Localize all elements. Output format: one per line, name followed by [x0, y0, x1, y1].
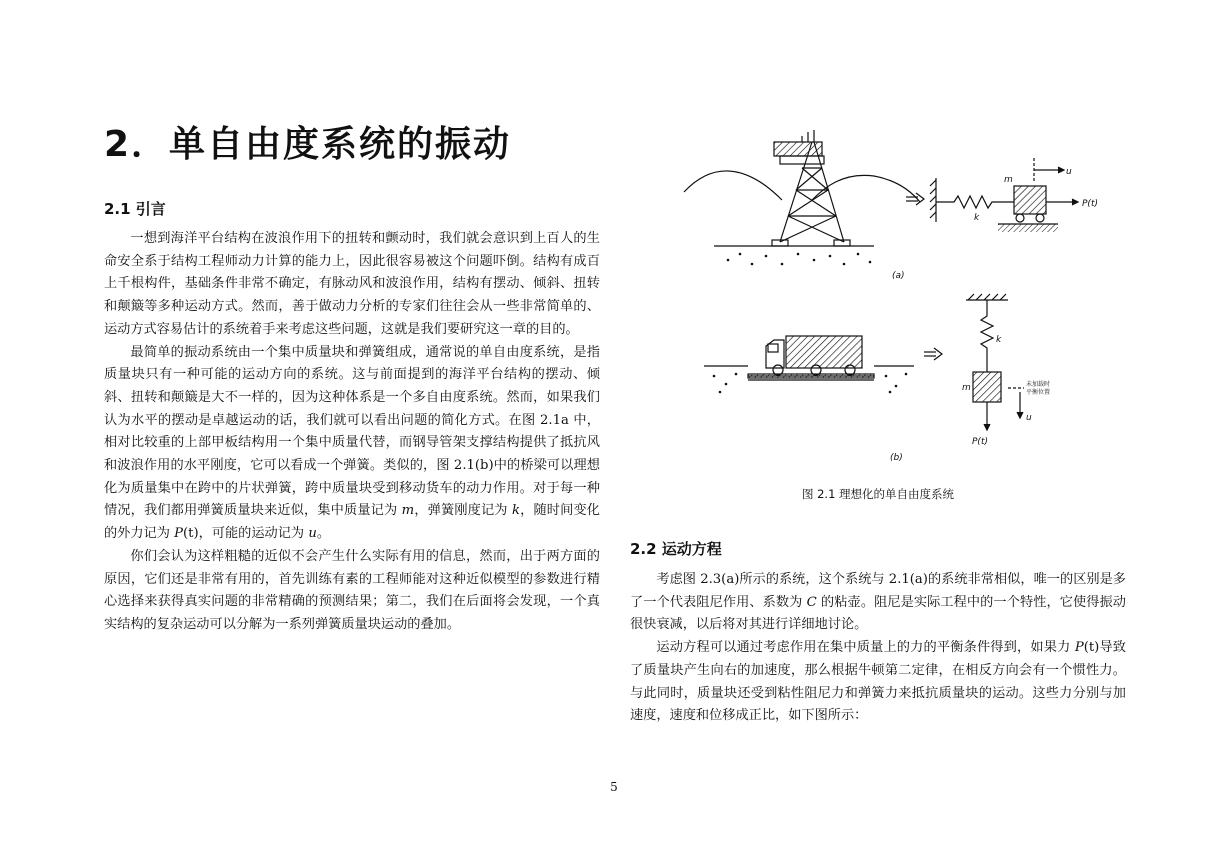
symbol-paren-t: (t): [183, 526, 199, 542]
label-displacement-b: u: [1026, 413, 1032, 423]
idealization-arrow-b: [924, 348, 942, 360]
symbol-p: P: [1074, 640, 1084, 656]
paragraph: [630, 637, 1126, 728]
paragraph-text: ，随时间变化的外力记为: [104, 503, 600, 542]
symbol-p: P: [174, 526, 184, 542]
symbol-m: m: [401, 503, 415, 519]
right-column: [630, 569, 1126, 728]
label-displacement-a: u: [1066, 167, 1072, 177]
chapter-title: 2．单自由度系统的振动: [104, 124, 512, 165]
symbol-u: u: [308, 526, 317, 542]
label-force-b: P(t): [972, 437, 988, 447]
section-heading-introduction: 2.1 引言: [104, 200, 166, 218]
page-number: 5: [610, 780, 618, 794]
symbol-c: C: [806, 594, 817, 610]
label-mass-b: m: [962, 383, 971, 393]
left-column: [104, 228, 600, 637]
paragraph-text: 。: [316, 526, 330, 542]
paragraph: [104, 342, 600, 546]
spring-mass-model-b: [966, 294, 1024, 430]
paragraph-text: 的粘壶。阻尼是实际工程中的一个特性，它使得振动很快衰减，以后将对其进行详细地讨论。: [630, 594, 1126, 633]
idealized-sdof-diagram: [674, 130, 1126, 478]
symbol-k: k: [511, 503, 520, 519]
figure-2-1: [674, 130, 1126, 478]
symbol-paren-t: (t): [1083, 640, 1100, 656]
figure-labels: [890, 167, 1098, 463]
paragraph-text: ，弹簧刚度记为: [414, 503, 512, 519]
paragraph-text: 导致了质量块产生向右的加速度，那么根据牛顿第二定律，在相反方向会有一个惯性力。与此同时，质量块还受到粘性阻尼力和弹簧力来抵抗质量块的运动。这些力分别与加速度，速度和位移成正比，如下图所示：: [630, 640, 1126, 724]
seabed-dots: [727, 253, 872, 266]
label-spring-b: k: [996, 335, 1002, 345]
label-mass-a: m: [1004, 175, 1013, 185]
spring-mass-model-a: [930, 158, 1078, 232]
paragraph: [630, 569, 1126, 637]
offshore-platform-drawing: [684, 130, 920, 246]
paragraph-text: 运动方程可以通过考虑作用在集中质量上的力的平衡条件得到，如果力: [656, 640, 1075, 656]
paragraph: 一想到海洋平台结构在波浪作用下的扭转和颤动时，我们就会意识到上百人的生命安全系于结构工程师动力计算的能力上，因此很容易被这个问题吓倒。结构有成百上千根构件，基础条件非常不确定，有脉动风和波浪作用，结构有摆动、倾斜、扭转和颠簸等多种运动方式。然而，善于做动力分析的专家们往往会从一些非常简单的、运动方式容易估计的系统着手来考虑这些问题，这就是我们要研究这一章的目的。: [104, 231, 600, 337]
paragraph-text: ，可能的运动记为: [198, 526, 309, 542]
label-force-a: P(t): [1082, 199, 1098, 209]
label-static-position-1: 未加载时: [1026, 381, 1051, 388]
label-static-position-2: 平衡位置: [1026, 389, 1051, 396]
figure-caption: 图 2.1 理想化的单自由度系统: [801, 487, 955, 501]
section-heading-equation-of-motion: 2.2 运动方程: [630, 540, 722, 558]
figure-label-b: (b): [890, 453, 903, 463]
idealization-arrow-a: [906, 193, 924, 205]
paragraph-text: 最简单的振动系统由一个集中质量块和弹簧组成，通常说的单自由度系统，是指质量块只有一种可能的运动方向的系统。这与前面提到的海洋平台结构的摆动、倾斜、扭转和颠簸是大不一样的，因为这种体系是一个多自由度系统。然而，如果我们认为水平的摆动是卓越运动的话，我们就可以看出问题的简化方式。在图 2.1a 中，相对比较重的上部甲板结构用一个集中质量代替，而钢导管架支撑结构提供了抵抗风和波浪作用的水平刚度，它可以看成一个弹簧。类似的，图 2.1(b)中的桥梁可以理想化为质量集中在跨中的片状弹簧，跨中质量块受到移动货车的动力作用。对于每一种情况，我们都用弹簧质量块来近似，集中质量记为: [104, 344, 600, 519]
paragraph: 你们会认为这样粗糙的近似不会产生什么实际有用的信息，然而，出于两方面的原因，它们还是非常有用的，首先训练有素的工程师能对这种近似模型的参数进行精心选择来获得真实问题的非常精确的预测结果；第二，我们在后面将会发现，一个真实结构的复杂运动可以分解为一系列弹簧质量块运动的叠加。: [104, 548, 600, 632]
paragraph-text: 考虑图 2.3(a)所示的系统，这个系统与 2.1(a)的系统非常相似，唯一的区别是多了一个代表阻尼作用、系数为: [630, 572, 1126, 610]
label-spring-a: k: [974, 213, 980, 223]
figure-label-a: (a): [892, 271, 905, 281]
